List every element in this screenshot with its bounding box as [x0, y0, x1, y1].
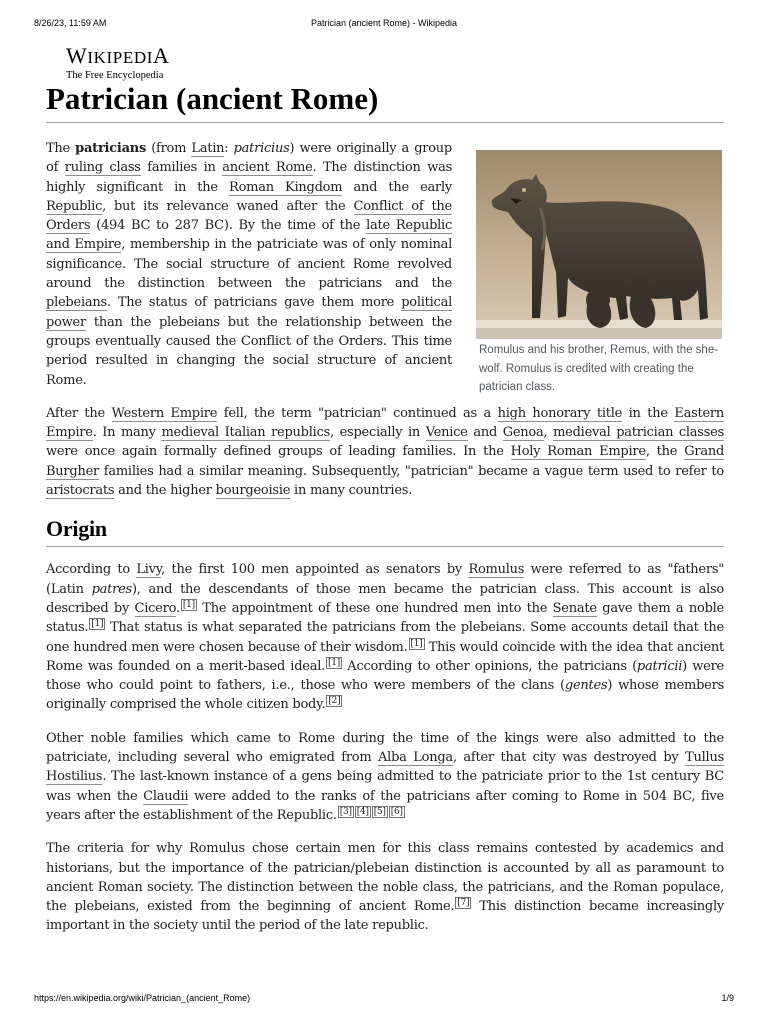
text: The appointment of these one hundred men into the: [196, 600, 553, 616]
she-wolf-photo[interactable]: [476, 150, 722, 339]
link-ancient-rome[interactable]: ancient Rome: [222, 160, 313, 176]
text: :: [224, 141, 234, 156]
text: ), and the descendants of those men became the patrician class. This account is also described by: [46, 581, 725, 616]
citation-link[interactable]: [4]: [356, 806, 369, 817]
citation-link[interactable]: [2]: [328, 696, 341, 707]
link-venice[interactable]: Venice: [425, 425, 468, 441]
text: (494 BC to 287 BC). By the time of the: [90, 218, 367, 234]
link-republic[interactable]: Republic: [46, 198, 103, 214]
text: , but its relevance waned after the: [102, 198, 354, 214]
origin-paragraph-2: [46, 729, 724, 825]
citation-link[interactable]: [6]: [390, 806, 403, 817]
logo-tagline: The Free Encyclopedia: [66, 70, 164, 81]
text: , the: [645, 444, 685, 460]
link-ruling-class[interactable]: ruling class: [64, 160, 141, 176]
intro-paragraph-2: [46, 404, 724, 500]
print-url: https://en.wikipedia.org/wiki/Patrician_(ancient_Rome): [34, 993, 251, 1003]
text: . The distinction was highly significant in the: [46, 160, 452, 195]
origin-paragraph-3: [46, 839, 724, 935]
link-eastern-empire[interactable]: Eastern Empire: [46, 405, 724, 441]
citation-link[interactable]: [1]: [410, 638, 423, 649]
link-tullus-hostilius[interactable]: Tullus Hostilius: [46, 750, 725, 785]
citation-link[interactable]: [5]: [373, 806, 386, 817]
citation-link[interactable]: [7]: [457, 898, 470, 909]
link-romulus[interactable]: Romulus: [468, 562, 525, 578]
link-livy[interactable]: Livy: [136, 562, 162, 578]
infobox-figure: [476, 150, 724, 397]
link-late-republic-and-empire[interactable]: late Republic and Empire: [46, 218, 452, 253]
link-plebeians[interactable]: plebeians: [46, 295, 107, 311]
link-claudii[interactable]: Claudii: [143, 788, 189, 804]
text: ,: [543, 425, 554, 441]
text: . The last-known instance of a gens being admitted to the patriciate prior to the 1st century BC was when the: [46, 769, 724, 804]
term-patricius: patricius: [233, 141, 290, 156]
text: Other noble families which came to Rome during the time of the kings were also admitted to the patriciate, including several who emigrated from: [46, 730, 724, 766]
link-genoa[interactable]: Genoa: [502, 425, 544, 441]
citation-link[interactable]: [3]: [339, 806, 352, 817]
section-heading-origin: Origin: [46, 514, 724, 547]
logo-wordmark: [66, 44, 169, 70]
text: were once again formally defined groups of leading families. In the: [46, 444, 511, 460]
text: According to other opinions, the patricians (: [342, 658, 637, 674]
link-conflict-of-the-orders[interactable]: Conflict of the Orders: [46, 198, 452, 234]
link-aristocrats[interactable]: aristocrats: [46, 483, 115, 499]
link-political-power[interactable]: political power: [46, 295, 452, 330]
origin-paragraph-1: [46, 560, 724, 714]
text: This would coincide with the idea that ancient Rome was founded on a merit-based ideal.: [46, 639, 724, 674]
text: That status is what separated the patricians from the plebeians. Some accounts detail that the one hundred men were chosen because of their wisdom.: [46, 620, 724, 655]
text: This distinction became increasingly important in the society until the period of the late republic.: [46, 899, 724, 934]
link-grand-burgher[interactable]: Grand Burgher: [46, 444, 725, 479]
text: ) were originally a group of: [46, 141, 453, 176]
logo-wordmark-rest: IKIPEDI: [87, 48, 153, 67]
citation-link[interactable]: [1]: [328, 657, 341, 668]
article-body: [46, 139, 724, 950]
link-alba-longa[interactable]: Alba Longa: [378, 750, 453, 766]
text: (from: [146, 141, 192, 156]
link-roman-kingdom[interactable]: Roman Kingdom: [229, 179, 343, 195]
text: and the higher: [114, 483, 216, 499]
text: , after that city was destroyed by: [452, 750, 686, 766]
term-gentes: gentes: [564, 678, 608, 694]
citation-link[interactable]: [1]: [91, 619, 104, 630]
text: The: [46, 141, 76, 156]
link-cicero[interactable]: Cicero: [134, 600, 176, 616]
text: After the: [46, 405, 112, 421]
logo-wordmark-final: A: [152, 43, 170, 68]
text: and the early: [342, 179, 452, 195]
citation-link[interactable]: [1]: [182, 599, 195, 610]
link-bourgeoisie[interactable]: bourgeoisie: [215, 483, 291, 499]
text: in the: [622, 405, 675, 421]
text: . In many: [92, 425, 162, 441]
term-patres: patres: [91, 581, 132, 597]
wikipedia-logo[interactable]: [66, 44, 169, 82]
text: , membership in the patriciate was of only nominal significance. The social structure of ancient Rome revolved around the distinction between the patricians and the: [46, 237, 453, 292]
link-western-empire[interactable]: Western Empire: [111, 405, 218, 421]
link-medieval-patrician-classes[interactable]: medieval patrician classes: [553, 425, 725, 441]
print-page-number: 1/9: [721, 993, 734, 1003]
text: families had a similar meaning. Subsequently, "patrician" became a vague term used to refer to: [99, 463, 724, 479]
text: than the plebeians but the relationship between the groups eventually caused the Conflict of the Orders. This time period resulted in changing the social structure of ancient Rome.: [46, 314, 452, 388]
link-latin[interactable]: Latin: [191, 141, 225, 156]
link-holy-roman-empire[interactable]: Holy Roman Empire: [510, 444, 646, 460]
text: ) were those who could point to fathers, i.e., those who were members of the clans (: [46, 658, 725, 694]
page-title: Patrician (ancient Rome): [46, 78, 724, 123]
text: The criteria for why Romulus chose certain men for this class remains contested by academics and historians, but the importance of the patrician/plebeian distinction is accounted by all as paramount to ancient Roman society. The distinction between the noble class, the patricians, and the Roman populace, the plebeians, existed from the beginning of ancient Rome.: [46, 841, 724, 915]
link-medieval-italian-republics[interactable]: medieval Italian republics: [161, 425, 331, 441]
print-title: Patrician (ancient Rome) - Wikipedia: [310, 18, 458, 28]
term-patricii: patricii: [636, 658, 683, 674]
text: families in: [140, 160, 223, 176]
text: gave them a noble status.: [46, 600, 724, 636]
text: . The status of patricians gave them more: [106, 295, 402, 311]
text: ) whose members originally comprised the whole citizen body.: [46, 678, 724, 713]
text: , the first 100 men appointed as senators by: [161, 562, 469, 578]
text: , especially in: [330, 425, 426, 441]
figure-caption: Romulus and his brother, Remus, with the she-wolf. Romulus is credited with creating the patrician class.: [479, 344, 719, 393]
text: .: [175, 600, 180, 616]
text: in many countries.: [290, 483, 413, 499]
print-datetime: 8/26/23, 11:59 AM: [34, 18, 107, 28]
text: were added to the ranks of the patricians after coming to Rome in 504 BC, five years after the establishment of the Republic.: [46, 788, 724, 823]
text: were referred to as "fathers" (Latin: [46, 562, 724, 597]
link-high-honorary-title[interactable]: high honorary title: [497, 405, 623, 421]
term-patricians: patricians: [75, 141, 147, 156]
logo-wordmark-initial: W: [66, 43, 88, 68]
text: fell, the term "patrician" continued as a: [217, 405, 498, 421]
text: According to: [46, 562, 137, 578]
link-senate[interactable]: Senate: [552, 600, 597, 616]
text: and: [467, 425, 503, 441]
